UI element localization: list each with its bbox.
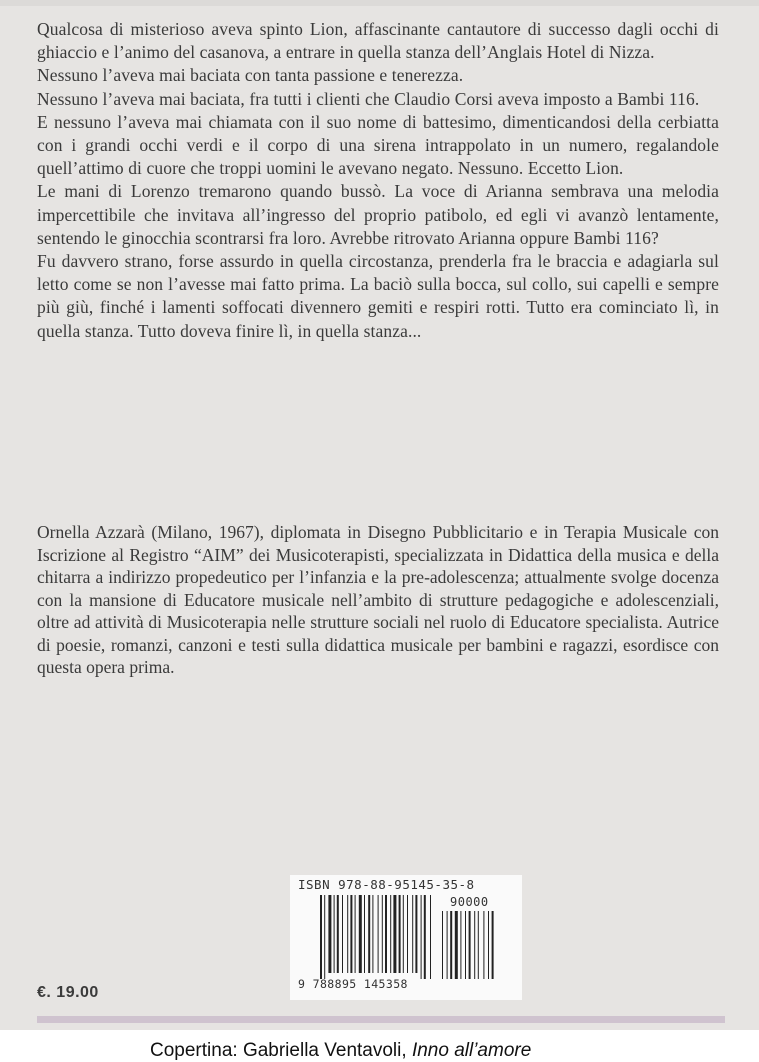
barcode-addon-bar xyxy=(469,911,471,979)
barcode-bar xyxy=(372,895,373,973)
barcode-addon-bar xyxy=(447,911,448,979)
blurb-paragraph: Nessuno l’aveva mai baciata con tanta passione e tenerezza. xyxy=(37,65,464,86)
blurb-paragraph: Nessuno l’aveva mai baciata, fra tutti i clienti che Claudio Corsi aveva imposto a Bambi 116. xyxy=(37,88,700,109)
author-bio: Ornella Azzarà (Milano, 1967), diplomata in Disegno Pubblicitario e in Terapia Musicale con Iscrizione al Registro “AIM” dei Musicoterapisti, specializzata in Didattica della musica e della chitarra a indirizzo propedeutico per l’infanzia e la pre-adolescenza; attualmente svolge docenza con la mansione di Educatore musicale nell’ambito di strutture pedagogiche e adolescenziali, oltre ad attività di Musicoterapia nelle strutture sociali nel ruolo di Educatore specialista. Autrice di poesie, romanzi, canzoni e testi sulla didattica musicale per bambini e ragazzi, esordisce con questa opera prima. xyxy=(37,522,719,677)
barcode-bar xyxy=(328,895,331,973)
barcode-bar xyxy=(412,895,413,973)
ean-digits: 9 788895 145358 xyxy=(298,977,408,991)
barcode-addon-bar xyxy=(465,911,466,979)
barcode-bar xyxy=(382,895,383,973)
top-divider xyxy=(0,0,759,6)
barcode-bar xyxy=(359,895,362,973)
barcode-bar xyxy=(407,895,408,973)
barcode-bar xyxy=(324,895,325,979)
barcode-addon-bar xyxy=(450,911,452,979)
price: €. 19.00 xyxy=(37,984,99,1001)
barcode-bar xyxy=(368,895,370,973)
barcode-bar xyxy=(399,895,401,973)
barcode-addon-bar xyxy=(488,911,489,979)
barcode-bar xyxy=(415,895,417,973)
credit-prefix: Copertina: Gabriella Ventavoli, xyxy=(150,1040,412,1061)
barcode-bar xyxy=(430,895,431,979)
credit-title: Inno all’amore xyxy=(411,1040,532,1061)
bottom-divider xyxy=(37,1016,725,1023)
barcode-bar xyxy=(350,895,352,973)
barcode-bar xyxy=(403,895,404,973)
barcode-bar xyxy=(337,895,339,973)
blurb xyxy=(37,18,719,343)
barcode-bar xyxy=(385,895,387,973)
barcode-bar xyxy=(320,895,322,979)
isbn-barcode xyxy=(290,875,522,1000)
barcode-addon-bar xyxy=(492,911,494,979)
barcode-bar xyxy=(421,895,422,979)
barcode-addon-bar xyxy=(455,911,458,979)
barcode-addon: 90000 xyxy=(450,895,489,909)
blurb-paragraph: Le mani di Lorenzo tremarono quando bussò. La voce di Arianna sembrava una melodia impercettibile che invitava all’ingresso del proprio patibolo, ed egli vi avanzò lentamente, sentendo le ginocchia scontrarsi fra loro. Avrebbe ritrovato Arianna oppure Bambi 116? xyxy=(37,181,719,248)
barcode-addon-bar xyxy=(478,911,479,979)
barcode-addon-bar xyxy=(483,911,484,979)
barcode-bar xyxy=(378,895,379,973)
barcode-addon-bar xyxy=(442,911,443,979)
blurb-paragraph: E nessuno l’aveva mai chiamata con il suo nome di battesimo, dimenticandosi della cerbiatta con i grandi occhi verdi e il corpo di una sirena intrappolato in un numero, regalandole quell’attimo di cuore che troppi uomini le avevano negato. Nessuno. Eccetto Lion. xyxy=(37,111,719,179)
barcode-bar xyxy=(424,895,426,979)
blurb-paragraph: Fu davvero strano, forse assurdo in quella circostanza, prenderla fra le braccia e adagiarla sul letto come se non l’avesse mai fatto prima. La baciò sulla bocca, sul collo, sui capelli e sempre più giù, finché i lamenti soffocati divennero gemiti e respiri rotti. Tutto era cominciato lì, in quella stanza. Tutto doveva finire lì, in quella stanza... xyxy=(37,251,719,341)
barcode-bar xyxy=(364,895,365,973)
barcode-bar xyxy=(390,895,391,973)
isbn-label: ISBN 978-88-95145-35-8 xyxy=(298,877,475,892)
barcode-bar xyxy=(334,895,335,973)
barcode-bar xyxy=(393,895,396,973)
barcode-bar xyxy=(342,895,343,973)
barcode-bar xyxy=(347,895,348,973)
barcode-addon-bar xyxy=(474,911,475,979)
barcode-bar xyxy=(355,895,356,973)
blurb-paragraph: Qualcosa di misterioso aveva spinto Lion, affascinante cantautore di successo dagli occhi di ghiaccio e l’animo del casanova, a entrare in quella stanza dell’Anglais Hotel di Nizza. xyxy=(37,19,719,63)
barcode-addon-bar xyxy=(460,911,461,979)
